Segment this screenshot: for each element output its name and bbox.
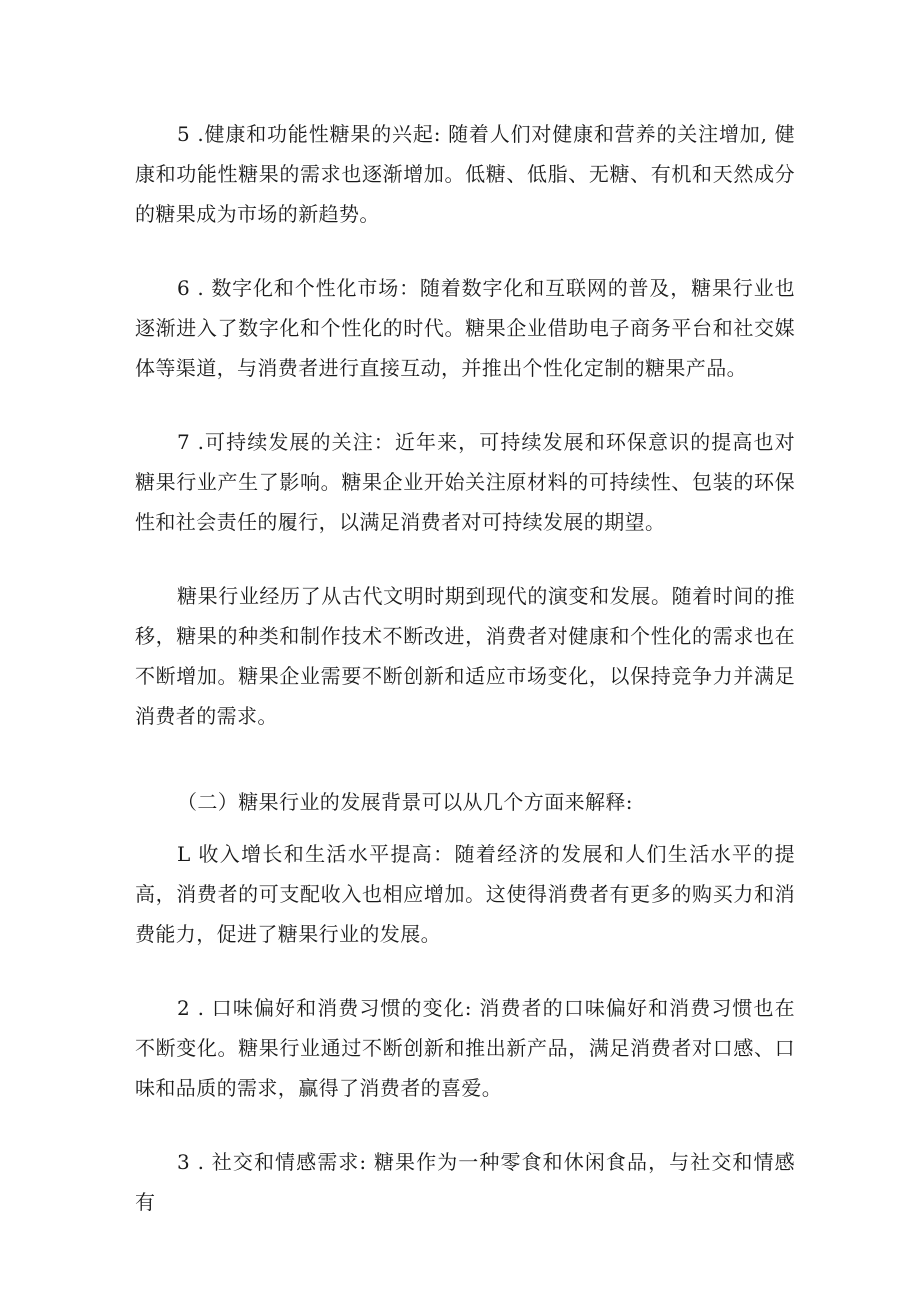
paragraph-item-7: 7 .可持续发展的关注：近年来，可持续发展和环保意识的提高也对糖果行业产生了影响。糖果企业开始关注原材料的可持续性、包装的环保性和社会责任的履行，以满足消费者对可持续发展的期望。: [135, 430, 795, 534]
paragraph-item-5: 5 .健康和功能性糖果的兴起: 随着人们对健康和营养的关注增加, 健康和功能性糖果的需求也逐渐增加。低糖、低脂、无糖、有机和天然成分的糖果成为市场的新趋势。: [135, 122, 795, 226]
paragraph-summary: 糖果行业经历了从古代文明时期到现代的演变和发展。随着时间的推移，糖果的种类和制作技术不断改进，消费者对健康和个性化的需求也在不断增加。糖果企业需要不断创新和适应市场变化，以保持竞争力并满足消费者的需求。: [135, 584, 795, 728]
paragraph-background-3: 3 . 社交和情感需求: 糖果作为一种零食和休闲食品，与社交和情感有: [135, 1150, 795, 1214]
section-heading: （二）糖果行业的发展背景可以从几个方面来解释:: [177, 790, 633, 814]
paragraph-background-1: L 收入增长和生活水平提高：随着经济的发展和人们生活水平的提高，消费者的可支配收入也相应增加。这使得消费者有更多的购买力和消费能力，促进了糖果行业的发展。: [135, 842, 795, 946]
paragraph-background-2: 2 . 口味偏好和消费习惯的变化: 消费者的口味偏好和消费习惯也在不断变化。糖果行业通过不断创新和推出新产品，满足消费者对口感、口味和品质的需求，赢得了消费者的喜爱。: [135, 996, 795, 1100]
paragraph-item-6: 6 . 数字化和个性化市场：随着数字化和互联网的普及，糖果行业也逐渐进入了数字化和个性化的时代。糖果企业借助电子商务平台和社交媒体等渠道，与消费者进行直接互动，并推出个性化定制的糖果产品。: [135, 276, 795, 380]
